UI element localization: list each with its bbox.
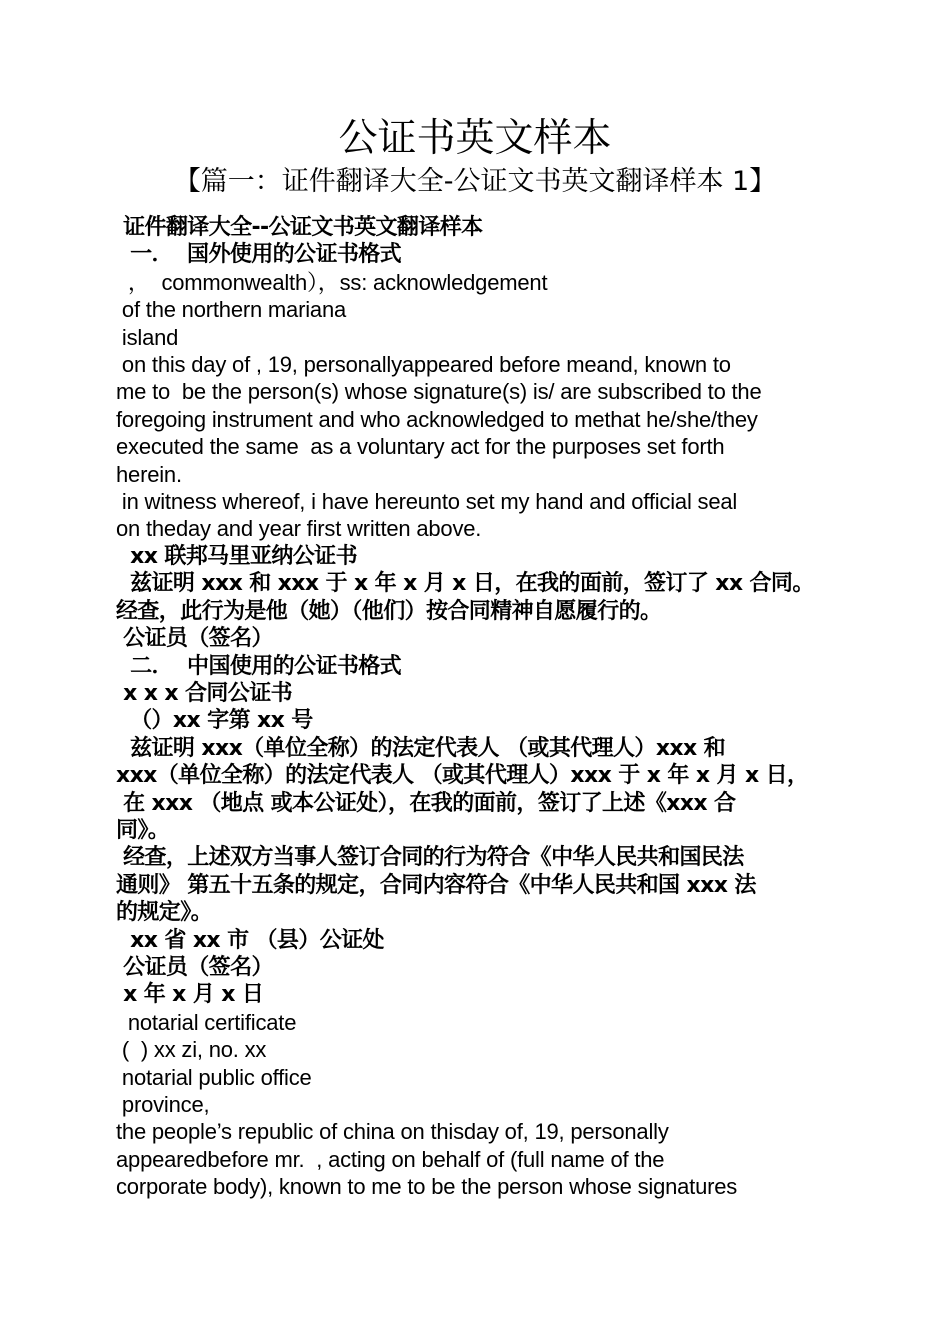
text-line: notarial public office [116, 1064, 312, 1090]
text-line: 经查，此行为是他（她）（他们）按合同精神自愿履行的。 [116, 598, 662, 624]
text-line: （）xx 字第 xx 号 [116, 708, 313, 734]
section-heading: 二． 中国使用的公证书格式 [116, 653, 402, 679]
text-line: x 年 x 月 x 日 [116, 982, 264, 1008]
text-line: the people’s republic of china on thisday of, 19, personally [116, 1119, 669, 1145]
text-line: ( ) xx zi, no. xx [116, 1037, 267, 1063]
text-line: corporate body), known to me to be the person whose signatures [116, 1174, 738, 1200]
text-line: 公证员（签名） [116, 954, 273, 980]
text-line: 通则》 第五十五条的规定，合同内容符合《中华人民共和国 xxx 法 [116, 872, 756, 898]
text-line: foregoing instrument and who acknowledged to methat he/she/they [116, 406, 758, 432]
text-line: xx 省 xx 市 （县）公证处 [116, 927, 384, 953]
text-line: 公证员（签名） [116, 626, 273, 652]
text-line: 同》。 [116, 817, 170, 843]
section-heading: 证件翻译大全--公证文书英文翻译样本 [116, 215, 483, 240]
text-line: on theday and year first written above. [116, 516, 482, 542]
text-line: notarial certificate [116, 1009, 297, 1035]
text-line: 兹证明 xxx 和 xxx 于 x 年 x 月 x 日，在我的面前，签订了 xx 合同。 [116, 571, 814, 597]
section-heading: 一． 国外使用的公证书格式 [116, 242, 402, 268]
text-line: 在 xxx （地点 或本公证处），在我的面前，签订了上述《xxx 合 [116, 790, 736, 816]
document-subtitle: 【篇一：证件翻译大全-公证文书英文翻译样本 1】 [173, 166, 777, 197]
text-line: province, [116, 1092, 210, 1117]
text-line: x x x 合同公证书 [116, 680, 293, 706]
document-title: 公证书英文样本 [338, 116, 612, 161]
text-line: in witness whereof, i have hereunto set my hand and official seal [116, 489, 738, 515]
text-line: xxx（单位全称）的法定代表人 （或其代理人）xxx 于 x 年 x 月 x 日， [116, 763, 809, 789]
text-line: of the northern mariana [116, 297, 347, 323]
text-line: herein. [116, 461, 182, 487]
document-body [116, 214, 846, 1201]
text-line: 兹证明 xxx（单位全称）的法定代表人 （或其代理人）xxx 和 [116, 735, 726, 761]
text-line: 的规定》。 [116, 900, 213, 926]
text-line: island [116, 324, 179, 350]
text-line: on this day of , 19, personallyappeared before meand, known to [116, 352, 731, 378]
text-line: 经查，上述双方当事人签订合同的行为符合《中华人民共和国民法 [116, 845, 744, 871]
text-line: ， commonwealth），ss: acknowledgement [116, 269, 548, 295]
text-line: executed the same as a voluntary act for the purposes set forth [116, 434, 725, 460]
text-line: appearedbefore mr. , acting on behalf of (full name of the [116, 1146, 665, 1172]
text-line: xx 联邦马里亚纳公证书 [116, 543, 357, 569]
text-line: me to be the person(s) whose signature(s) is/ are subscribed to the [116, 379, 762, 405]
